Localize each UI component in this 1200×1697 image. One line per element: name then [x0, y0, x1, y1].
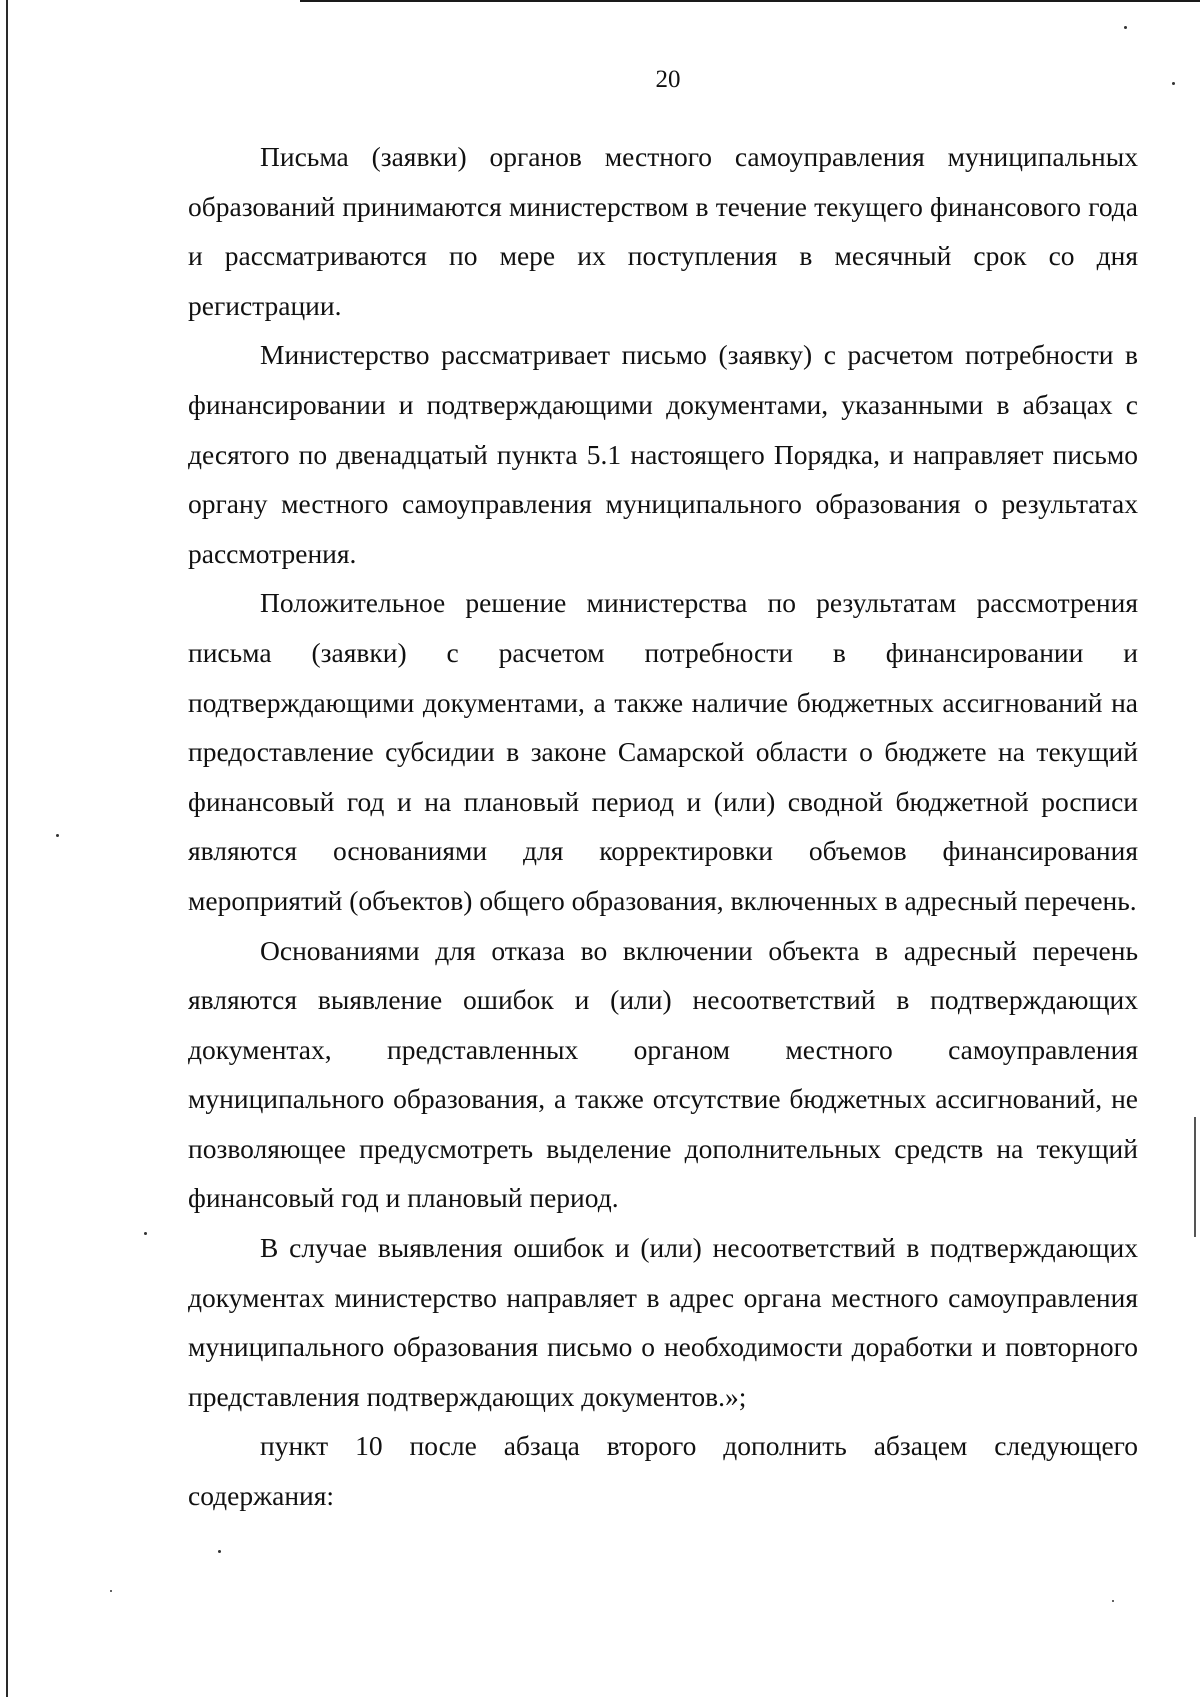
- paragraph: Основаниями для отказа во включении объекта в адресный перечень являются выявление ошибок и (или) несоответствий в подтверждающих документах, представленных органом местного самоуправления муниципального образования, а также отсутствие бюджетных ассигнований, не позволяющее предусмотреть выделение дополнительных средств на текущий финансовый год и плановый период.: [188, 934, 1138, 1214]
- scan-speck: [218, 1550, 221, 1553]
- document-body: [188, 132, 1138, 1521]
- paragraph: Письма (заявки) органов местного самоуправления муниципальных образований принимаются министерством в течение текущего финансового года и рассматриваются по мере их поступления в месячный срок со дня регистрации.: [188, 141, 1138, 321]
- scan-speck: [1112, 1600, 1114, 1602]
- scan-top-border: [300, 0, 1200, 2]
- scan-left-border: [6, 0, 8, 1697]
- paragraph: В случае выявления ошибок и (или) несоответствий в подтверждающих документах министерство направляет в адрес органа местного самоуправления муниципального образования письмо о необходимости доработки и повторного представления подтверждающих документов.»;: [188, 1232, 1138, 1412]
- page-number: 20: [655, 66, 681, 93]
- paragraph: Министерство рассматривает письмо (заявку) с расчетом потребности в финансировании и подтверждающими документами, указанными в абзацах с десятого по двенадцатый пункта 5.1 настоящего Порядка, и направляет письмо органу местного самоуправления муниципального образования о результатах рассмотрения.: [188, 339, 1138, 569]
- paragraph: пункт 10 после абзаца второго дополнить абзацем следующего содержания:: [188, 1430, 1138, 1512]
- scan-right-mark: [1194, 1117, 1196, 1237]
- paragraph: Положительное решение министерства по результатам рассмотрения письма (заявки) с расчетом потребности в финансировании и подтверждающими документами, а также наличие бюджетных ассигнований на предоставление субсидии в законе Самарской области о бюджете на текущий финансовый год и на плановый период и (или) сводной бюджетной росписи являются основаниями для корректировки объемов финансирования мероприятий (объектов) общего образования, включенных в адресный перечень.: [188, 587, 1138, 916]
- scan-speck: [56, 834, 59, 837]
- scan-speck: [144, 1232, 147, 1235]
- scan-speck: [110, 1590, 112, 1592]
- scan-speck: [1124, 26, 1127, 29]
